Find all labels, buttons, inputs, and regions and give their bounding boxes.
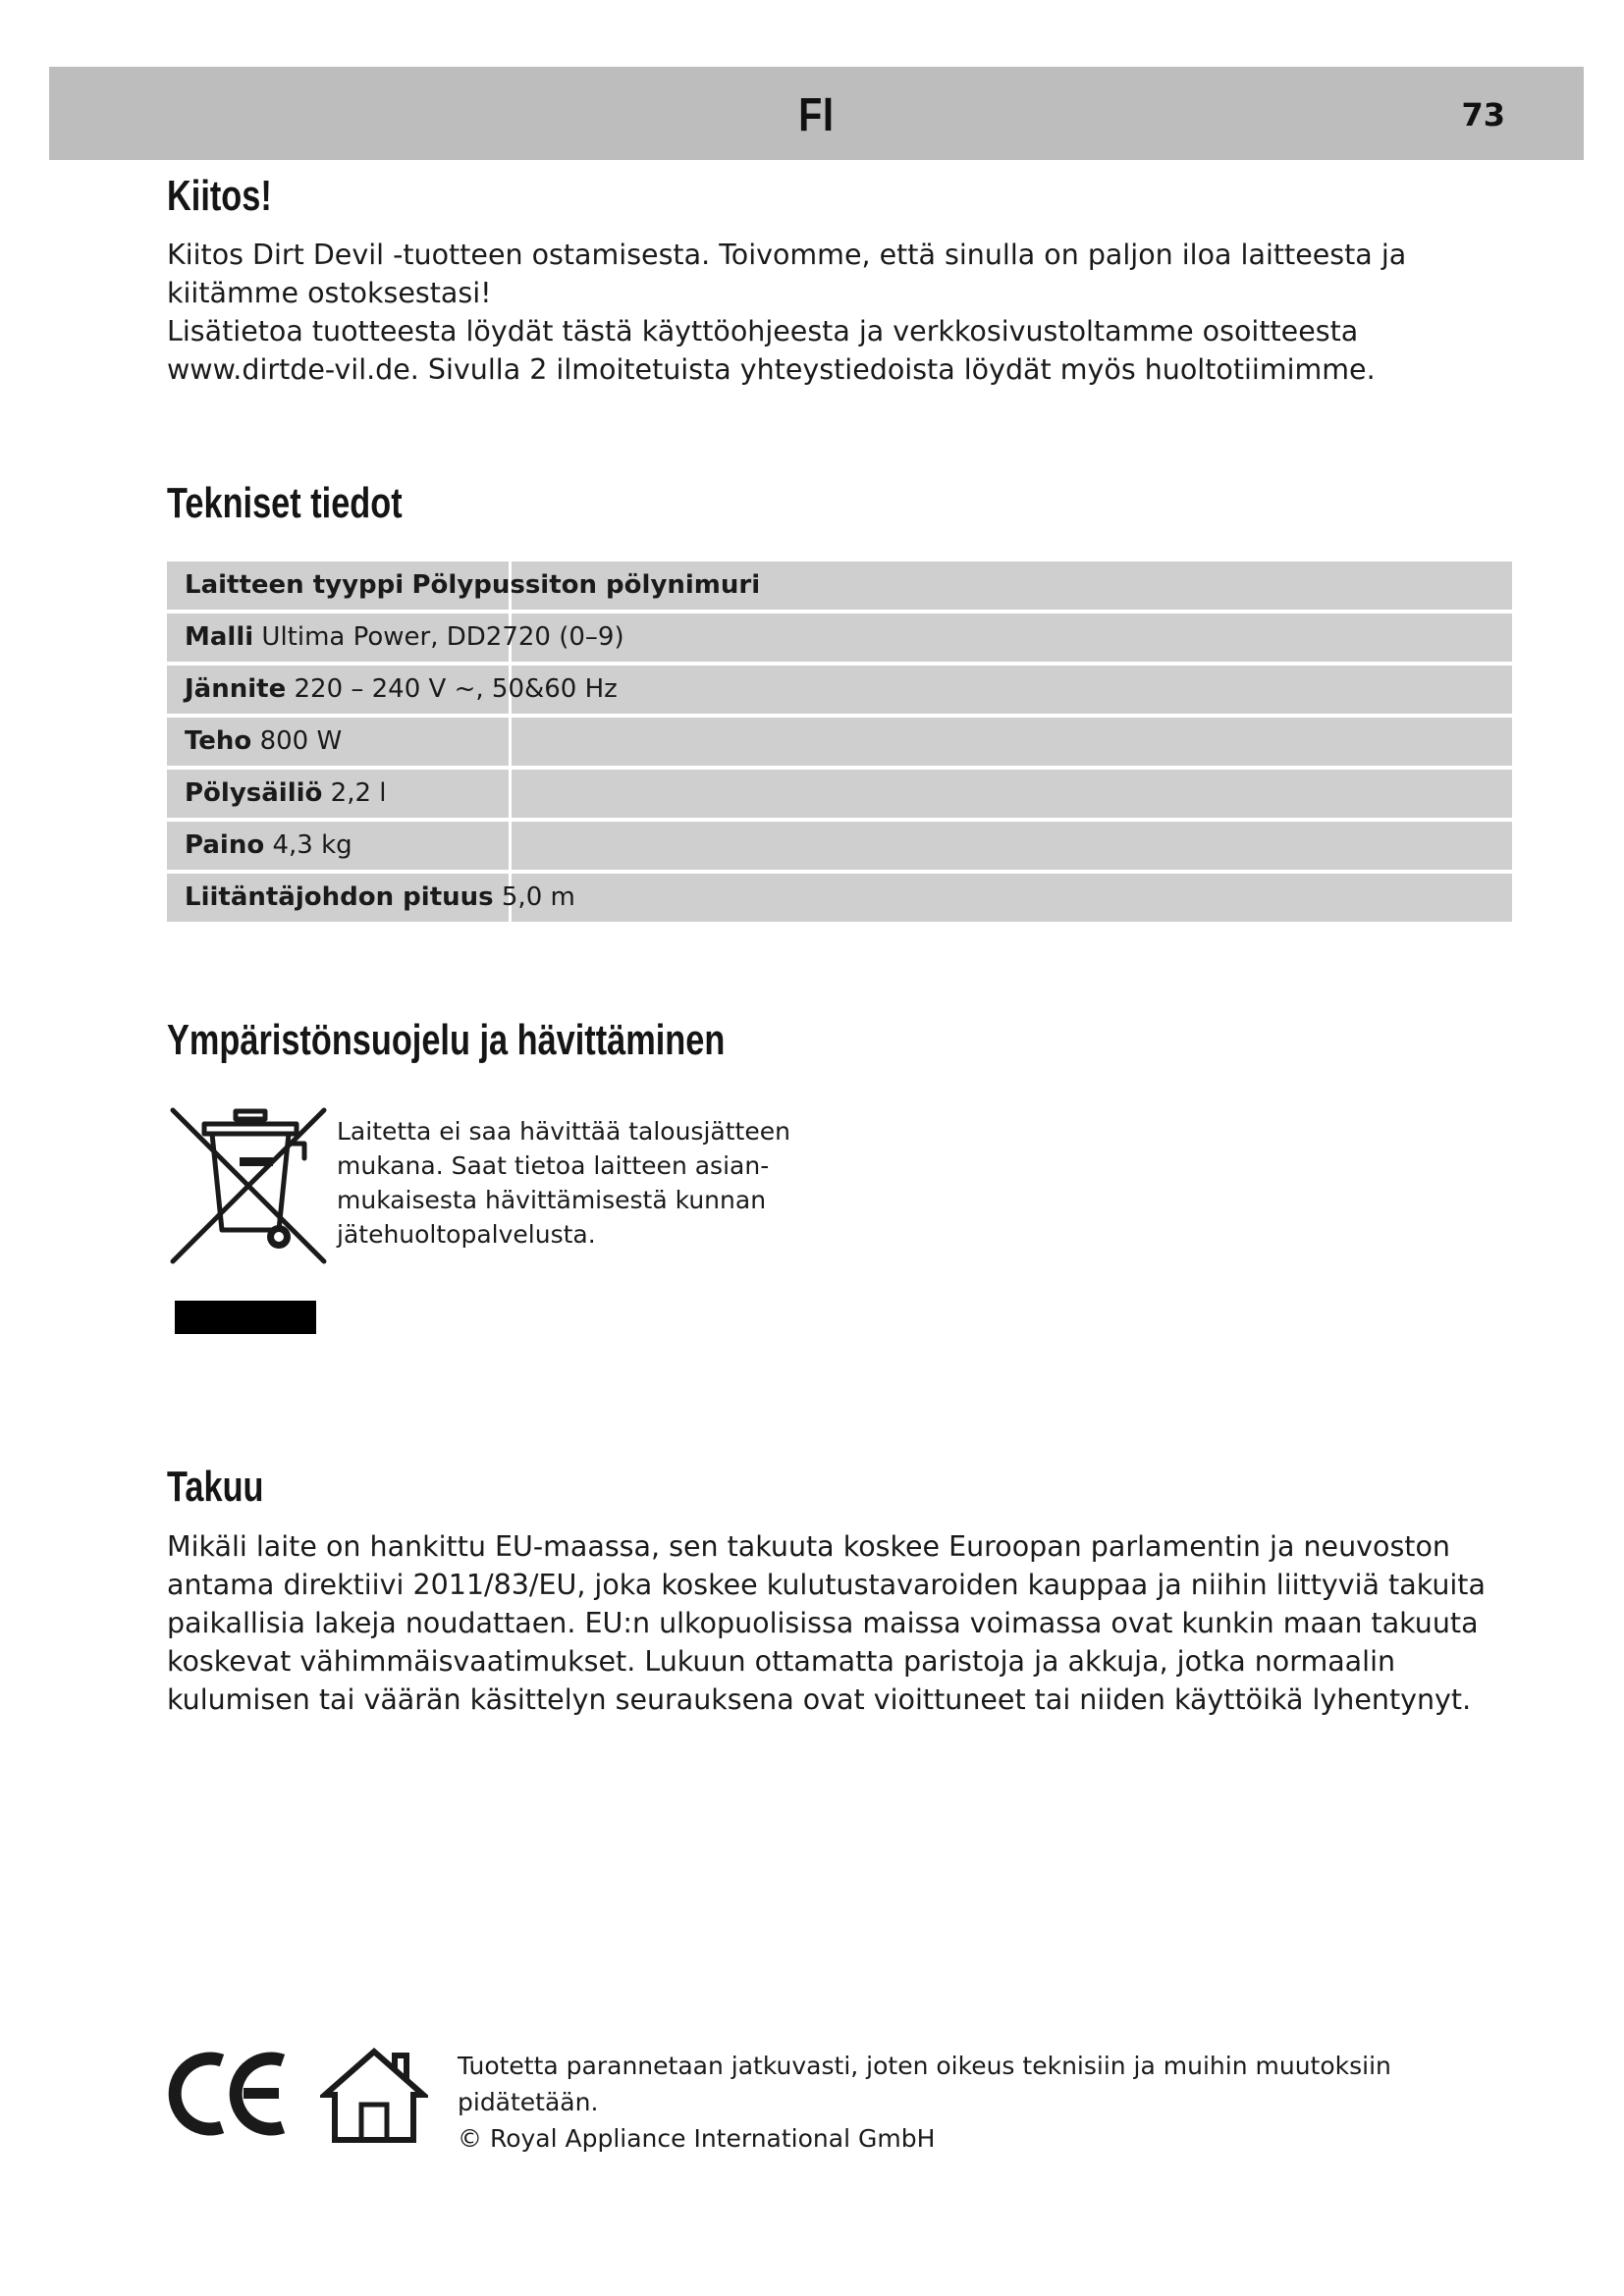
spec-text <box>185 570 760 600</box>
spec-text <box>185 882 575 912</box>
spec-row <box>167 718 1512 766</box>
spec-row <box>167 614 1512 662</box>
spec-cell <box>167 770 1512 818</box>
spec-cell-inner <box>167 874 1512 922</box>
spec-column-divider <box>509 770 512 818</box>
spec-label: Teho <box>185 726 252 756</box>
spec-row <box>167 822 1512 870</box>
spec-row <box>167 770 1512 818</box>
spec-table <box>167 558 1512 926</box>
page-header-bar <box>49 67 1584 160</box>
indoor-use-house-icon <box>320 2044 428 2147</box>
page-number: 73 <box>1461 96 1505 133</box>
spec-cell <box>167 614 1512 662</box>
spec-cell <box>167 718 1512 766</box>
spec-label: Paino <box>185 830 265 860</box>
section-title-warranty: Takuu <box>167 1463 264 1511</box>
thanks-paragraph-1: Kiitos Dirt Devil -tuotteen ostamisesta. Toivomme, että sinulla on paljon iloa laitteesta ja kiitämme ostoksestasi! <box>167 239 1407 309</box>
spec-row <box>167 561 1512 610</box>
spec-table-body <box>167 561 1512 922</box>
crossed-out-wheelie-bin-icon <box>167 1104 329 1266</box>
spec-text <box>185 830 352 860</box>
spec-text <box>185 674 618 704</box>
spec-cell-inner <box>167 770 1512 818</box>
spec-cell-inner <box>167 718 1512 766</box>
spec-value: 4,3 kg <box>272 830 352 860</box>
spec-cell-inner <box>167 561 1512 610</box>
spec-text <box>185 726 342 756</box>
spec-column-divider <box>509 822 512 870</box>
spec-value: 800 W <box>259 726 343 756</box>
footer-line-2: © Royal Appliance International GmbH <box>458 2124 936 2153</box>
spec-cell-inner <box>167 666 1512 714</box>
spec-column-divider <box>509 718 512 766</box>
spec-label: Pölysäiliö <box>185 778 323 808</box>
spec-cell-inner <box>167 614 1512 662</box>
warranty-text: Mikäli laite on hankittu EU-maassa, sen takuuta koskee Euroopan parlamentin ja neuvoston antama direktiivi 2011/83/EU, joka koskee kulutustavaroiden kauppaa ja niihin liittyviä takuita paikallisia lakeja noudattaen. EU:n ulkopuolisissa maissa voimassa ovat kunkin maan takuuta koskevat vähimmäisvaatimukset. Lukuun ottamatta paristoja ja akkuja, jotka normaalin kulumisen tai väärän käsittelyn seurauksena ovat vioittuneet tai niiden käyttöikä lyhentynyt. <box>167 1530 1486 1716</box>
spec-row <box>167 874 1512 922</box>
spec-cell <box>167 874 1512 922</box>
ce-mark-icon <box>167 2047 295 2140</box>
environment-text: Laitetta ei saa hävittää talousjätteen mukana. Saat tietoa laitteen asian-mukaisesta hävittämisestä kunnan jätehuoltopalvelusta. <box>337 1117 790 1249</box>
spec-cell <box>167 822 1512 870</box>
spec-value: 2,2 l <box>330 778 387 808</box>
spec-label: Malli <box>185 622 254 652</box>
spec-value: 5,0 m <box>501 882 575 912</box>
spec-value: Pölypussiton pölynimuri <box>411 570 761 600</box>
spec-text <box>185 622 624 652</box>
thanks-paragraph-2: Lisätietoa tuotteesta löydät tästä käyttöohjeesta ja verkkosivustoltamme osoitteesta www.dirtde-vil.de. Sivulla 2 ilmoitetuista yhteystiedoista löydät myös huoltotiimimme. <box>167 315 1376 386</box>
spec-text <box>185 778 387 808</box>
spec-cell <box>167 561 1512 610</box>
language-code: FI <box>798 89 835 141</box>
section-title-thanks: Kiitos! <box>167 172 272 220</box>
spec-label: Liitäntäjohdon pituus <box>185 882 494 912</box>
footer-line-1: Tuotetta parannetaan jatkuvasti, joten oikeus teknisiin ja muihin muutoksiin pidätetään. <box>458 2052 1391 2116</box>
section-title-environment: Ympäristönsuojelu ja hävittäminen <box>167 1016 726 1064</box>
weee-black-bar <box>175 1301 316 1334</box>
spec-label: Laitteen tyyppi <box>185 570 405 600</box>
spec-cell-inner <box>167 822 1512 870</box>
spec-value: Ultima Power, DD2720 (0–9) <box>261 622 624 652</box>
section-title-specs: Tekniset tiedot <box>167 479 403 527</box>
footer-text <box>458 2048 1439 2157</box>
spec-row <box>167 666 1512 714</box>
spec-cell <box>167 666 1512 714</box>
spec-value: 220 – 240 V ~, 50&60 Hz <box>294 674 618 704</box>
spec-label: Jännite <box>185 674 287 704</box>
